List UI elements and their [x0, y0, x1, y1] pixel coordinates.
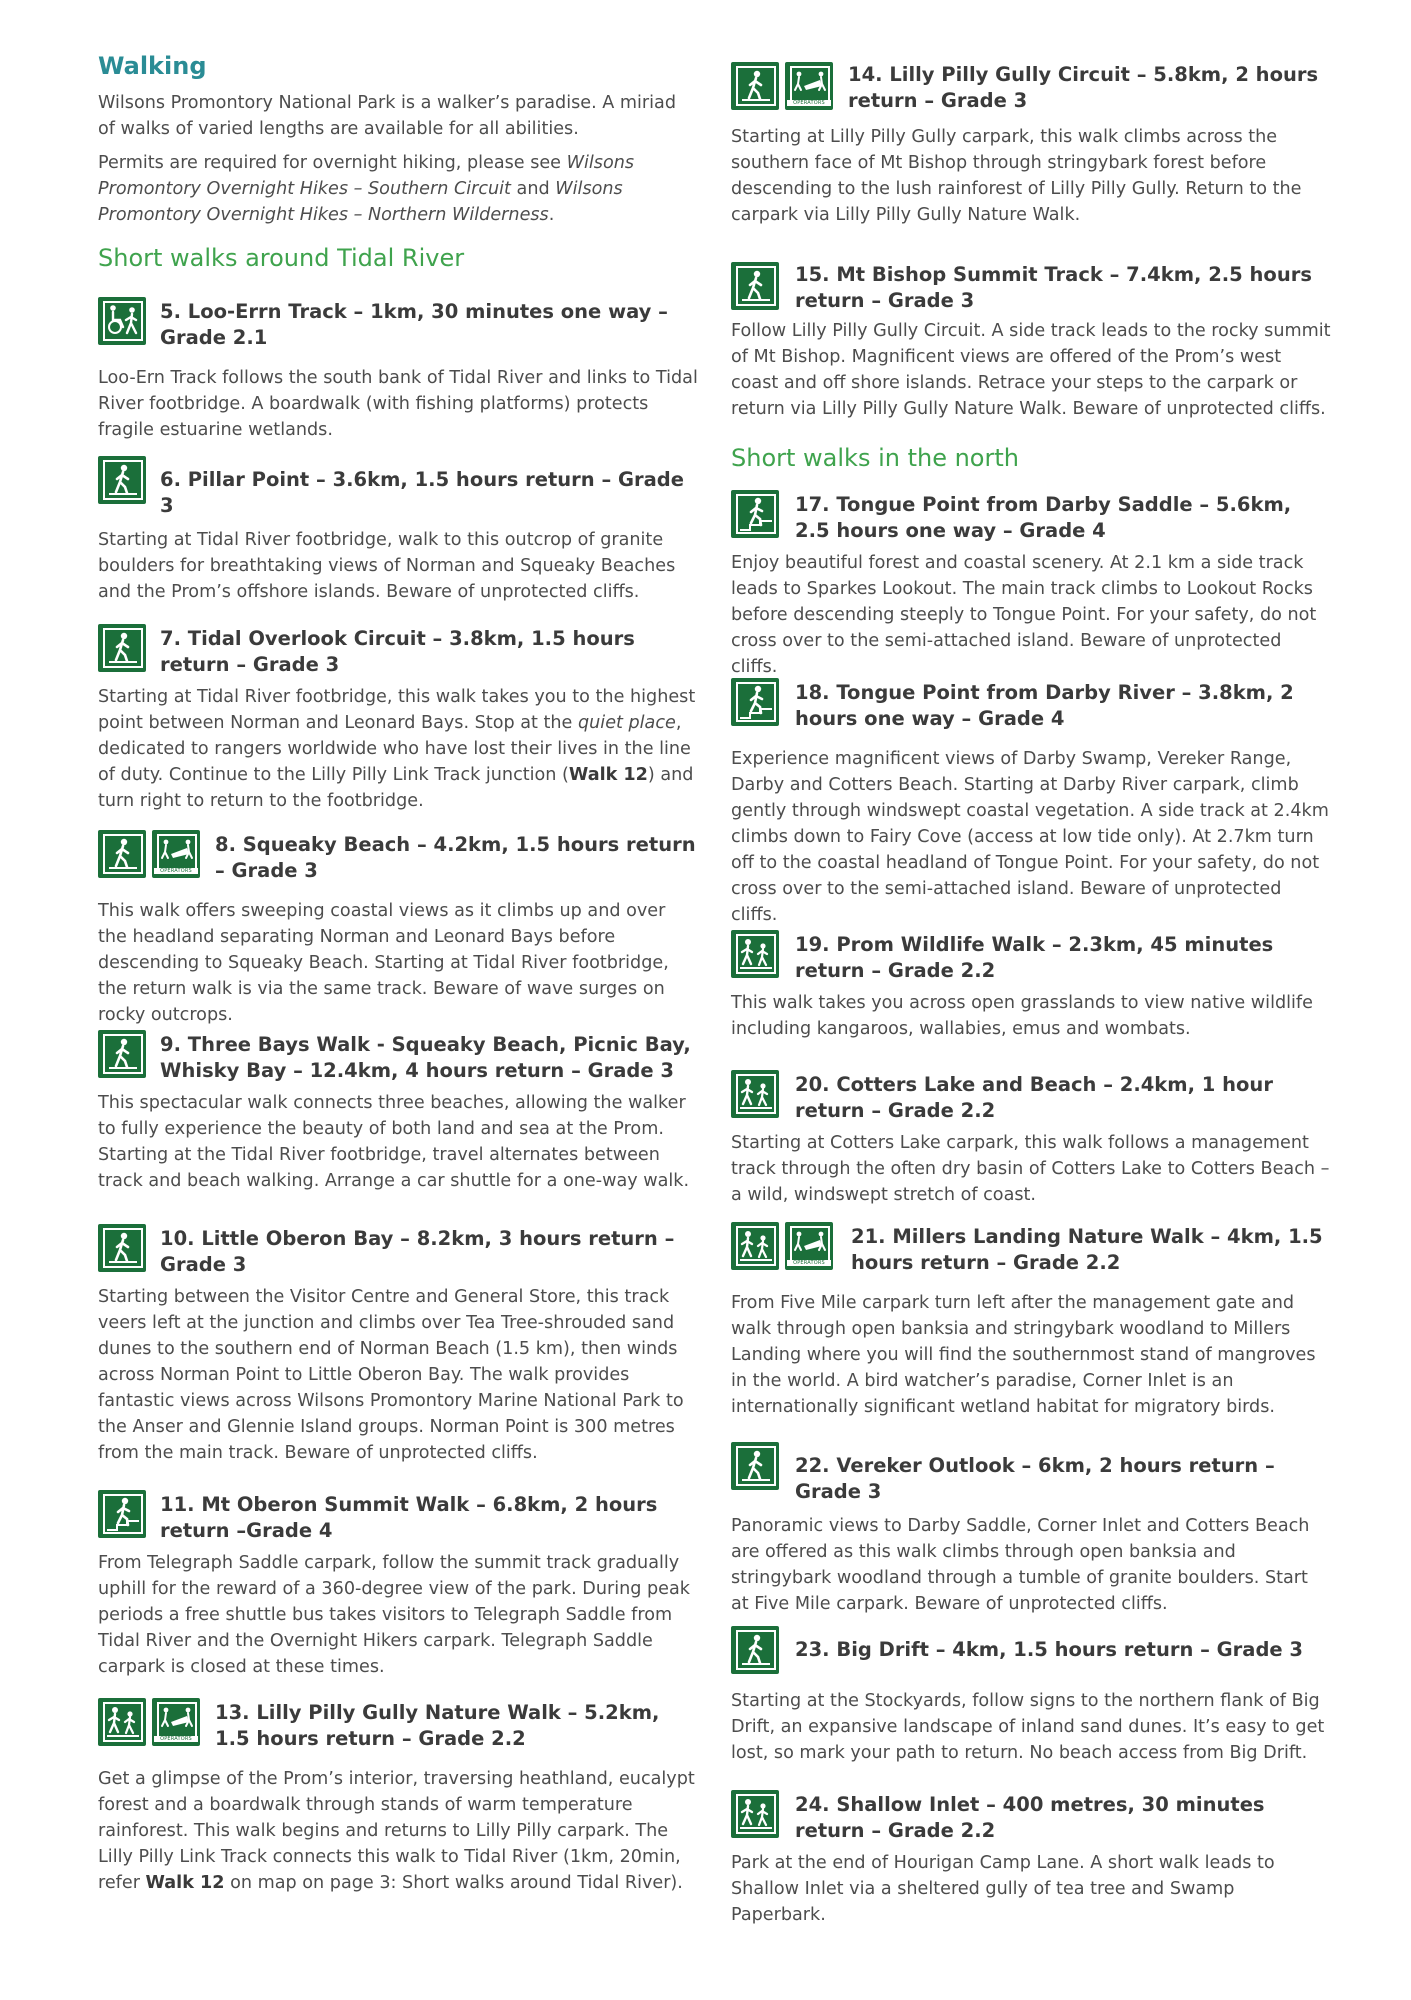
walk-13 [98, 1698, 698, 1896]
section-heading-north: Short walks in the north [731, 444, 1019, 472]
walk-17-title: 17. Tongue Point from Darby Saddle – 5.6km, 2.5 hours one way – Grade 4 [795, 493, 1292, 542]
family-walk-icon [731, 1790, 779, 1838]
walk-6-title: 6. Pillar Point – 3.6km, 1.5 hours return – Grade 3 [160, 468, 684, 517]
hiker-icon [98, 830, 146, 878]
hiker-icon [731, 1442, 779, 1490]
walk-21 [731, 1222, 1331, 1420]
steep-hiker-icon [731, 678, 779, 726]
hiker-icon [98, 624, 146, 672]
walk-9-title: 9. Three Bays Walk - Squeaky Beach, Picnic Bay, Whisky Bay – 12.4km, 4 hours return – Grade 3 [160, 1033, 691, 1082]
walk-18-description: Experience magnificent views of Darby Swamp, Vereker Range, Darby and Cotters Beach. Starting at Darby River carpark, climb gently through windswept coastal vegetation. A side track at 2.4km climbs down to Fairy Cove (access at low tide only). At 2.7km turn off to the coastal headland of Tongue Point. For your safety, do not cross over to the semi-attached island. Beware of unprotected cliffs. [731, 749, 1329, 925]
walk-10-description: Starting between the Visitor Centre and General Store, this track veers left at the junction and climbs over Tea Tree-shrouded sand dunes to the southern end of Norman Beach (1.5 km), then winds across Norman Point to Little Oberon Bay. The walk provides fantastic views across Wilsons Promontory Marine National Park to the Anser and Glennie Island groups. Norman Point is 300 metres from the main track. Beware of unprotected cliffs. [98, 1287, 684, 1463]
family-walk-icon [731, 930, 779, 978]
walk-20-description: Starting at Cotters Lake carpark, this walk follows a management track through the often dry basin of Cotters Lake to Cotters Beach – a wild, windswept stretch of coast. [731, 1133, 1330, 1205]
walk-9-description: This spectacular walk connects three beaches, allowing the walker to fully experience the beauty of both land and sea at the Prom. Starting at the Tidal River footbridge, travel alternates between track and beach walking. Arrange a car shuttle for a one-way walk. [98, 1093, 690, 1191]
hiker-icon [98, 1224, 146, 1272]
walk-6-description: Starting at Tidal River footbridge, walk to this outcrop of granite boulders for breathtaking views of Norman and Squeaky Beaches and the Prom’s offshore islands. Beware of unprotected cliffs. [98, 530, 676, 602]
walk-15-title: 15. Mt Bishop Summit Track – 7.4km, 2.5 hours return – Grade 3 [795, 263, 1312, 312]
walk-23-description: Starting at the Stockyards, follow signs to the northern flank of Big Drift, an expansive landscape of inland sand dunes. It’s easy to get lost, so mark your path to return. No beach access from Big Drift. [731, 1691, 1325, 1763]
walk-15 [731, 262, 1331, 422]
walk-8-title: 8. Squeaky Beach – 4.2km, 1.5 hours return – Grade 3 [215, 833, 696, 882]
walk-10 [98, 1224, 698, 1466]
walk-9 [98, 1030, 698, 1194]
walk-14-description: Starting at Lilly Pilly Gully carpark, this walk climbs across the southern face of Mt Bishop through stringybark forest before descending to the lush rainforest of Lilly Pilly Gully. Return to the carpark via Lilly Pilly Gully Nature Walk. [731, 127, 1302, 225]
hiker-icon [98, 1030, 146, 1078]
walk-20-title: 20. Cotters Lake and Beach – 2.4km, 1 hour return – Grade 2.2 [795, 1073, 1273, 1122]
wheelchair-walker-icon [98, 297, 146, 345]
walk-5-description: Loo-Ern Track follows the south bank of Tidal River and links to Tidal River footbridge. A boardwalk (with fishing platforms) protects fragile estuarine wetlands. [98, 368, 698, 440]
walk-22-title: 22. Vereker Outlook – 6km, 2 hours return – Grade 3 [795, 1454, 1275, 1503]
family-walk-icon [731, 1070, 779, 1118]
walk-7 [98, 624, 698, 814]
hiker-icon [98, 456, 146, 504]
walk-14-title: 14. Lilly Pilly Gully Circuit – 5.8km, 2 hours return – Grade 3 [848, 63, 1319, 112]
walk-18-title: 18. Tongue Point from Darby River – 3.8km, 2 hours one way – Grade 4 [795, 681, 1294, 730]
walk-24 [731, 1790, 1331, 1928]
walk-6 [98, 456, 698, 605]
walk-7-title: 7. Tidal Overlook Circuit – 3.8km, 1.5 hours return – Grade 3 [160, 627, 635, 676]
walk-10-title: 10. Little Oberon Bay – 8.2km, 3 hours return – Grade 3 [160, 1227, 675, 1276]
walk-21-description: From Five Mile carpark turn left after the management gate and walk through open banksia and stringybark woodland to Millers Landing where you will find the southernmost stand of mangroves in the world. A bird watcher’s paradise, Corner Inlet is an internationally significant wetland habitat for migratory birds. [731, 1293, 1316, 1417]
walk-19-description: This walk takes you across open grasslands to view native wildlife including kangaroos, wallabies, emus and wombats. [731, 993, 1313, 1039]
family-walk-icon [98, 1698, 146, 1746]
walk-5-title: 5. Loo-Errn Track – 1km, 30 minutes one way – Grade 2.1 [160, 300, 668, 349]
walk-22 [731, 1442, 1331, 1617]
tour-operator-icon: OPERATORS [152, 830, 200, 878]
walk-23 [731, 1626, 1331, 1766]
hiker-icon [731, 62, 779, 110]
walk-13-description: Get a glimpse of the Prom’s interior, traversing heathland, eucalypt forest and a boardwalk through stands of warm temperature rainforest. This walk begins and returns to Lilly Pilly carpark. The Lilly Pilly Link Track connects this walk to Tidal River (1km, 20min, refer Walk 12 on map on page 3: Short walks around Tidal River). [98, 1769, 695, 1893]
walk-19 [731, 930, 1331, 1042]
walk-19-title: 19. Prom Wildlife Walk – 2.3km, 45 minutes return – Grade 2.2 [795, 933, 1274, 982]
permits-paragraph: Permits are required for overnight hiking, please see Wilsons Promontory Overnight Hikes – Southern Circuit and Wilsons Promontory Overnight Hikes – Northern Wilderness. [98, 153, 635, 225]
walk-17 [731, 490, 1331, 680]
walk-5 [98, 297, 698, 443]
walk-11-title: 11. Mt Oberon Summit Walk – 6.8km, 2 hours return –Grade 4 [160, 1493, 658, 1542]
walk-22-description: Panoramic views to Darby Saddle, Corner Inlet and Cotters Beach are offered as this walk climbs through open banksia and stringybark woodland through a tumble of granite boulders. Start at Five Mile carpark. Beware of unprotected cliffs. [731, 1516, 1310, 1614]
walk-11-description: From Telegraph Saddle carpark, follow the summit track gradually uphill for the reward of a 360-degree view of the park. During peak periods a free shuttle bus takes visitors to Telegraph Saddle from Tidal River and the Overnight Hikers carpark. Telegraph Saddle carpark is closed at these times. [98, 1553, 690, 1677]
walk-8-description: This walk offers sweeping coastal views as it climbs up and over the headland separating Norman and Leonard Bays before descending to Squeaky Beach. Starting at Tidal River footbridge, the return walk is via the same track. Beware of wave surges on rocky outcrops. [98, 901, 669, 1025]
walk-18 [731, 678, 1331, 928]
walk-11 [98, 1490, 698, 1680]
hiker-icon [731, 262, 779, 310]
walk-23-title: 23. Big Drift – 4km, 1.5 hours return – Grade 3 [795, 1638, 1303, 1661]
tour-operator-icon: OPERATORS [785, 62, 833, 110]
section-heading-tidal-river: Short walks around Tidal River [98, 244, 465, 272]
tour-operator-icon: OPERATORS [152, 1698, 200, 1746]
walk-8 [98, 830, 698, 1028]
family-walk-icon [731, 1222, 779, 1270]
walk-20 [731, 1070, 1331, 1208]
walk-7-description: Starting at Tidal River footbridge, this walk takes you to the highest point between Norman and Leonard Bays. Stop at the quiet place, dedicated to rangers worldwide who have lost their lives in the line of duty. Continue to the Lilly Pilly Link Track junction (Walk 12) and turn right to return to the footbridge. [98, 687, 696, 811]
walk-17-description: Enjoy beautiful forest and coastal scenery. At 2.1 km a side track leads to Sparkes Lookout. The main track climbs to Lookout Rocks before descending steeply to Tongue Point. For your safety, do not cross over to the semi-attached island. Beware of unprotected cliffs. [731, 553, 1317, 677]
walk-14 [731, 62, 1331, 228]
page-title: Walking [98, 52, 207, 80]
steep-hiker-icon [98, 1490, 146, 1538]
walk-24-title: 24. Shallow Inlet – 400 metres, 30 minutes return – Grade 2.2 [795, 1793, 1265, 1842]
walk-15-description: Follow Lilly Pilly Gully Circuit. A side track leads to the rocky summit of Mt Bishop. Magnificent views are offered of the Prom’s west coast and off shore islands. Retrace your steps to the carpark or return via Lilly Pilly Gully Nature Walk. Beware of unprotected cliffs. [731, 321, 1331, 419]
tour-operator-icon: OPERATORS [785, 1222, 833, 1270]
intro-paragraph: Wilsons Promontory National Park is a walker’s paradise. A miriad of walks of varied lengths are available for all abilities. [98, 93, 676, 139]
walk-24-description: Park at the end of Hourigan Camp Lane. A short walk leads to Shallow Inlet via a sheltered gully of tea tree and Swamp Paperbark. [731, 1853, 1275, 1925]
steep-hiker-icon [731, 490, 779, 538]
hiker-icon [731, 1626, 779, 1674]
walk-13-title: 13. Lilly Pilly Gully Nature Walk – 5.2km, 1.5 hours return – Grade 2.2 [215, 1701, 660, 1750]
walk-21-title: 21. Millers Landing Nature Walk – 4km, 1.5 hours return – Grade 2.2 [851, 1225, 1323, 1274]
